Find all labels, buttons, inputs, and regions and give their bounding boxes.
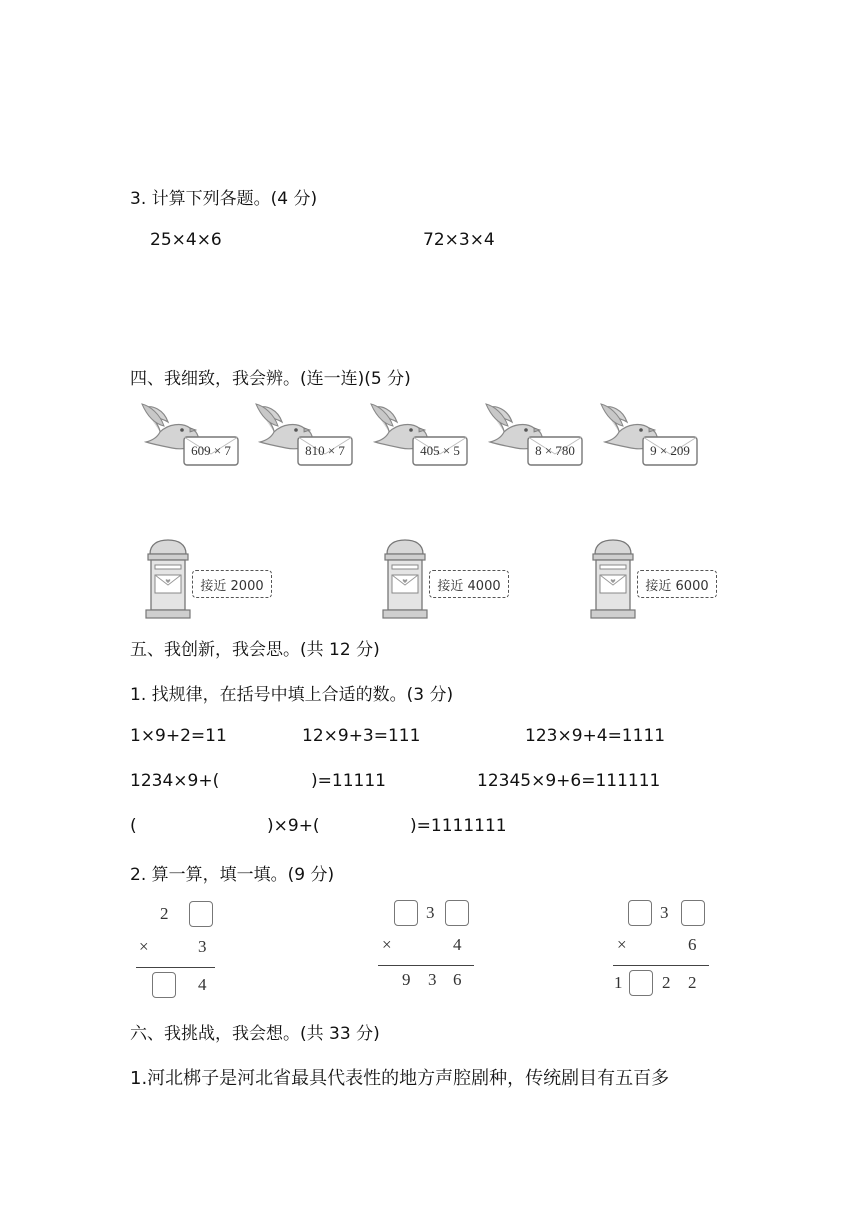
divider-line xyxy=(613,965,709,966)
q3-expr-1: 25×4×6 xyxy=(150,230,222,250)
pattern-6-end: )=1111111 xyxy=(410,816,507,836)
q5-1-title: 1. 找规律，在括号中填上合适的数。(3 分) xyxy=(130,685,454,705)
pattern-2: 12×9+3=111 xyxy=(302,726,421,746)
dove-with-envelope[interactable] xyxy=(482,400,592,470)
pattern-4-start: 1234×9+( xyxy=(130,771,220,791)
digit: 3 xyxy=(426,903,435,922)
mailbox[interactable] xyxy=(589,538,729,623)
answer-box[interactable] xyxy=(152,972,176,998)
digit: 2 xyxy=(662,973,671,992)
pattern-3: 123×9+4=1111 xyxy=(525,726,666,746)
dove-with-envelope[interactable] xyxy=(597,400,707,470)
digit: 3 xyxy=(198,937,207,956)
mailbox[interactable] xyxy=(144,538,284,623)
times-sign: × xyxy=(617,935,627,954)
dove-with-envelope[interactable] xyxy=(252,400,362,470)
digit: 6 xyxy=(453,970,462,989)
q3-expr-2: 72×3×4 xyxy=(423,230,495,250)
section6-title: 六、我挑战，我会想。(共 33 分) xyxy=(130,1024,380,1044)
envelope-label: 810 × 7 xyxy=(305,443,345,458)
digit: 2 xyxy=(160,904,169,923)
digit: 3 xyxy=(428,970,437,989)
digit: 3 xyxy=(660,903,669,922)
answer-box[interactable] xyxy=(394,900,418,926)
section6-q1-text: 1.河北梆子是河北省最具代表性的地方声腔剧种，传统剧目有五百多 xyxy=(130,1068,670,1089)
envelope-label: 8 × 780 xyxy=(535,443,575,458)
divider-line xyxy=(136,967,215,968)
mailbox[interactable] xyxy=(381,538,521,623)
answer-box[interactable] xyxy=(445,900,469,926)
mailbox-label: 接近 6000 xyxy=(637,570,717,598)
q5-2-title: 2. 算一算，填一填。(9 分) xyxy=(130,865,335,885)
times-sign: × xyxy=(139,937,149,956)
mailbox-label: 接近 4000 xyxy=(429,570,509,598)
digit: 6 xyxy=(688,935,697,954)
digit: 4 xyxy=(453,935,462,954)
dove-with-envelope[interactable] xyxy=(367,400,477,470)
pattern-1: 1×9+2=11 xyxy=(130,726,227,746)
digit: 9 xyxy=(402,970,411,989)
q3-title: 3. 计算下列各题。(4 分) xyxy=(130,189,318,209)
envelope-label: 609 × 7 xyxy=(191,443,231,458)
mailbox-icon xyxy=(144,538,192,620)
digit: 2 xyxy=(688,973,697,992)
answer-box[interactable] xyxy=(189,901,213,927)
pattern-5: 12345×9+6=111111 xyxy=(477,771,661,791)
section5-title: 五、我创新，我会思。(共 12 分) xyxy=(130,640,380,660)
section4-title: 四、我细致，我会辨。(连一连)(5 分) xyxy=(130,369,411,389)
answer-box[interactable] xyxy=(629,970,653,996)
digit: 4 xyxy=(198,975,207,994)
mailbox-icon xyxy=(381,538,429,620)
answer-box[interactable] xyxy=(628,900,652,926)
answer-box[interactable] xyxy=(681,900,705,926)
pattern-4-end: )=11111 xyxy=(311,771,386,791)
mailbox-label: 接近 2000 xyxy=(192,570,272,598)
digit: 1 xyxy=(614,973,623,992)
mailbox-icon xyxy=(589,538,637,620)
times-sign: × xyxy=(382,935,392,954)
envelope-label: 405 × 5 xyxy=(420,443,460,458)
envelope-label: 9 × 209 xyxy=(650,443,690,458)
dove-with-envelope[interactable] xyxy=(138,400,248,470)
pattern-6-mid: )×9+( xyxy=(267,816,320,836)
divider-line xyxy=(378,965,474,966)
pattern-6-open: ( xyxy=(130,816,137,836)
